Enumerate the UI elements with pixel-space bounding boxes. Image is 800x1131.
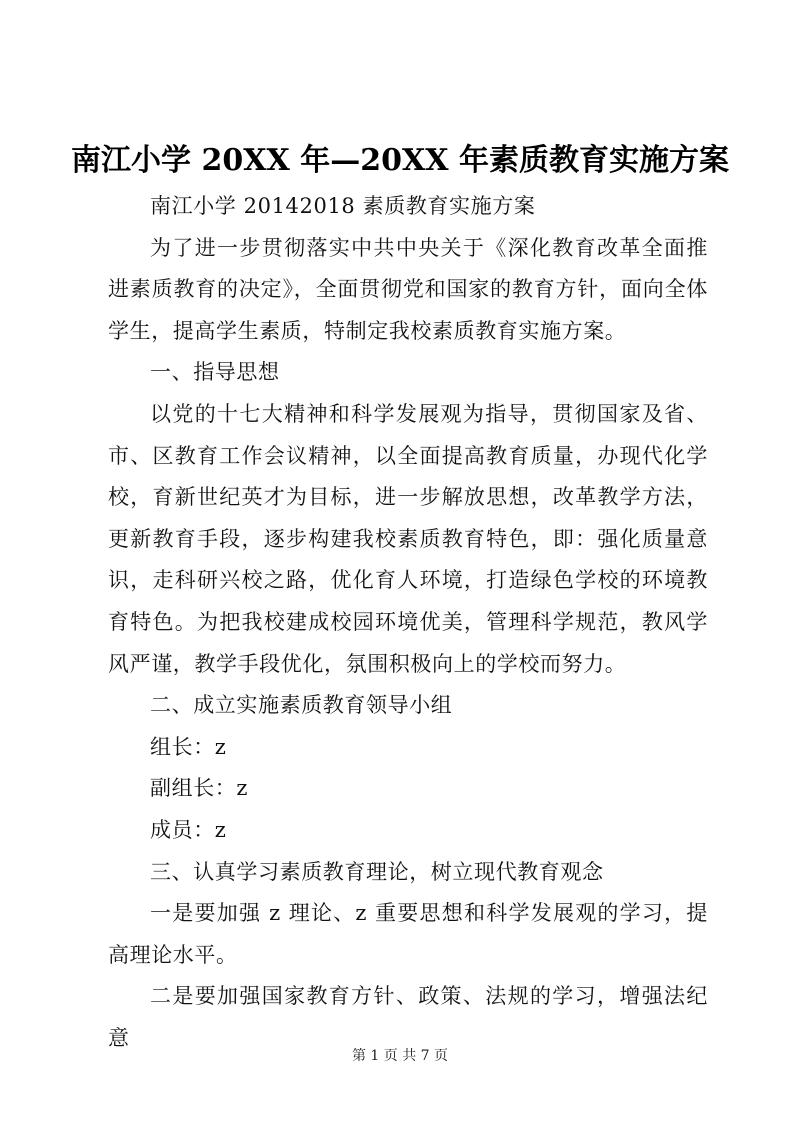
- section-heading-2: 二、成立实施素质教育领导小组: [150, 693, 453, 718]
- section-heading-3: 三、认真学习素质教育理论，树立现代教育观念: [150, 859, 604, 884]
- intro-paragraph: 为了进一步贯彻落实中共中央关于《深化教育改革全面推进素质教育的决定》，全面贯彻党和国家的教育方针，面向全体学生，提高学生素质，特制定我校素质教育实施方案。: [108, 235, 708, 343]
- subtitle-line: 南江小学 20142018 素质教育实施方案: [150, 194, 536, 218]
- theory-study-paragraph: 一是要加强 z 理论、z 重要思想和科学发展观的学习，提高理论水平。: [108, 901, 708, 967]
- document-title: 南江小学 20XX 年—20XX 年素质教育实施方案: [71, 143, 729, 178]
- section-heading-1: 一、指导思想: [150, 360, 280, 385]
- leader-line: 组长：z: [150, 734, 227, 759]
- members-line: 成员：z: [150, 817, 227, 842]
- document-body: [108, 186, 708, 1059]
- guiding-thought-paragraph: 以党的十七大精神和科学发展观为指导，贯彻国家及省、市、区教育工作会议精神，以全面提高教育质量，办现代化学校，育新世纪英才为目标，进一步解放思想，改革教学方法，更新教育手段，逐步构建我校素质教育特色，即：强化质量意识，走科研兴校之路，优化育人环境，打造绿色学校的环境教育特色。为把我校建成校园环境优美，管理科学规范，教风学风严谨，教学手段优化，氛围积极向上的学校而努力。: [108, 401, 708, 676]
- policy-study-paragraph: 二是要加强国家教育方针、政策、法规的学习，增强法纪意: [108, 984, 708, 1050]
- deputy-leader-line: 副组长：z: [150, 776, 249, 801]
- page-number-footer: 第 1 页 共 7 页: [351, 1048, 449, 1064]
